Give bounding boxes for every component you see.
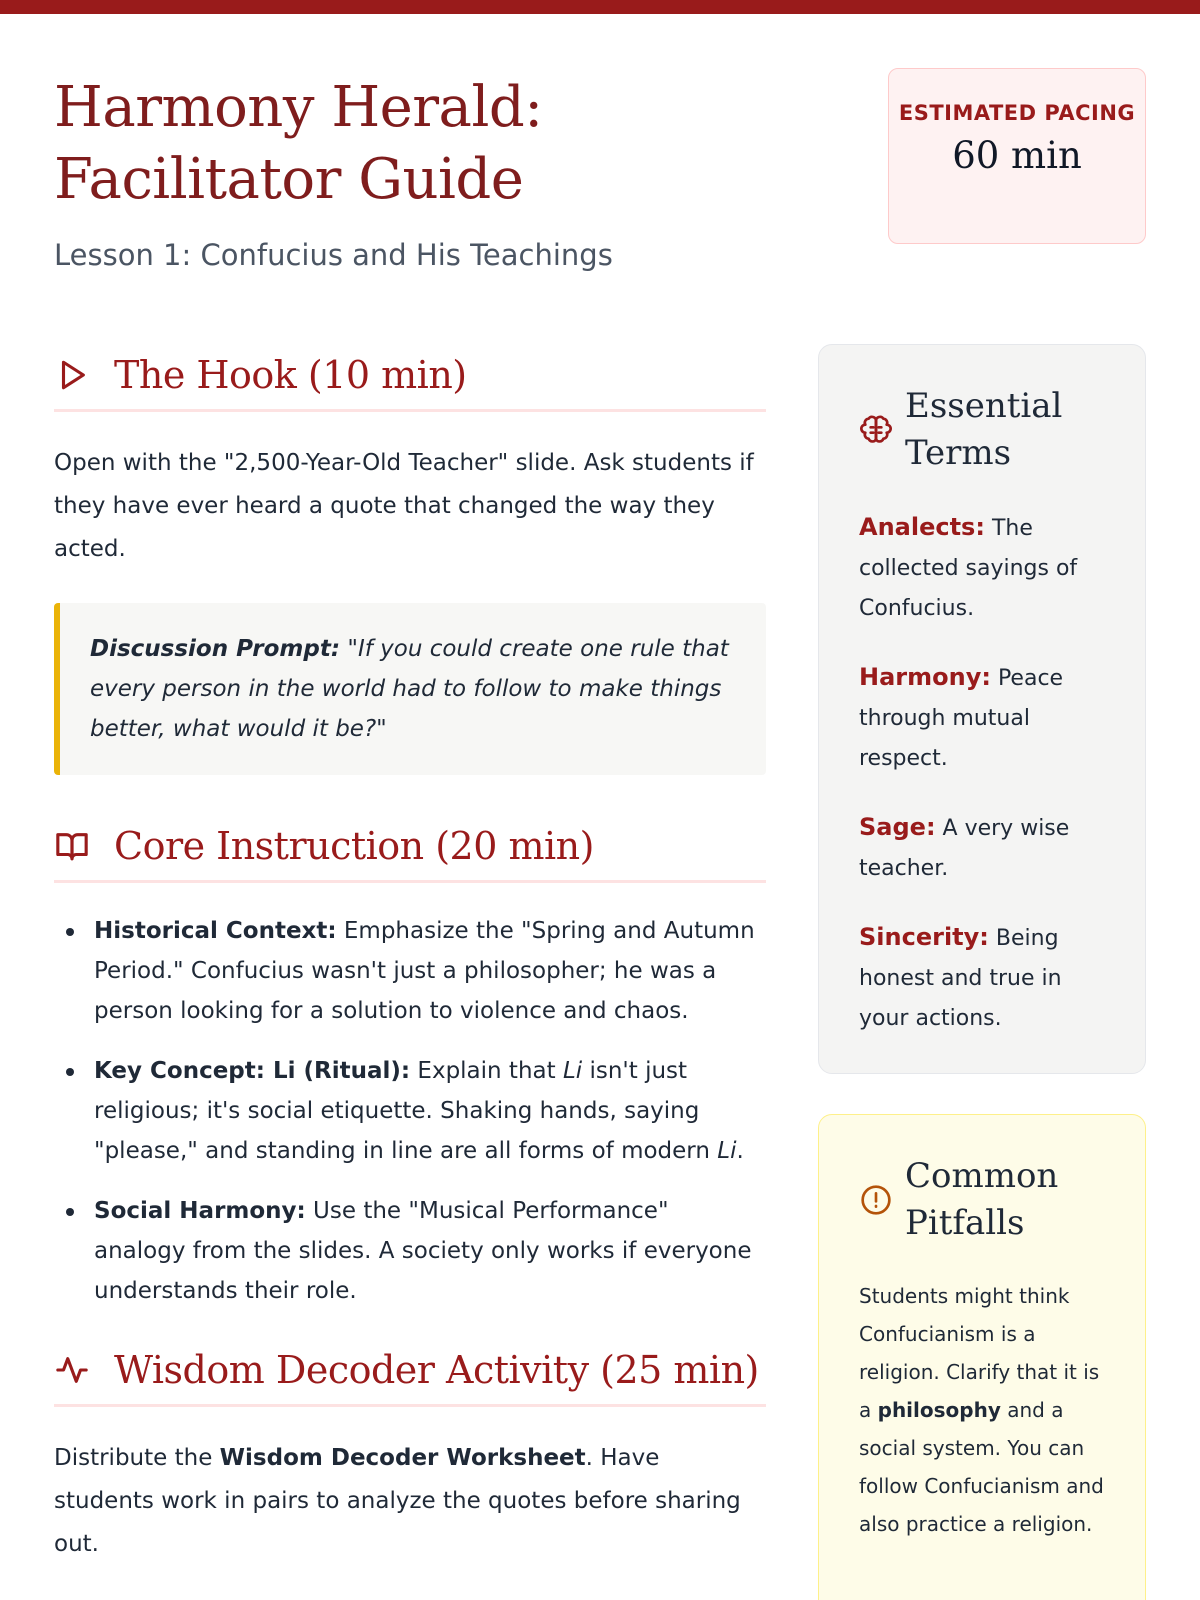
brain-icon <box>859 413 893 447</box>
list-item <box>54 911 766 1031</box>
term-entry <box>859 657 1107 779</box>
term-definition: Peace through mutual respect. <box>859 666 1064 771</box>
pitfall-text-part: Students might think Confucianism is a religion. Clarify that it is a <box>859 1284 1100 1422</box>
list-item-label: Key Concept: Li (Ritual): <box>94 1058 411 1084</box>
prompt-text: "If you could create one rule that every person in the world had to follow to make things better, what would it be?" <box>90 636 729 742</box>
alert-circle-icon <box>859 1183 893 1217</box>
pacing-label-text: ESTIMATED PACING <box>898 101 1136 125</box>
pitfalls-heading: Common Pitfalls <box>905 1156 1059 1243</box>
play-icon <box>54 357 90 393</box>
hook-heading: The Hook (10 min) <box>114 352 467 397</box>
list-item-emphasis: Li <box>562 1058 583 1084</box>
list-item-text: Use the "Musical Performance" analogy from the slides. A society only works if everyone understands their role. <box>94 1198 752 1304</box>
term-definition: Being honest and true in your actions. <box>859 926 1062 1031</box>
activity-icon <box>54 1352 90 1388</box>
core-section <box>54 811 766 1311</box>
page-title: Harmony Herald: Facilitator Guide <box>54 75 543 212</box>
terms-header <box>859 383 1107 477</box>
list-item-text: . <box>736 1138 744 1164</box>
list-item-label: Historical Context: <box>94 918 337 944</box>
term-definition: The collected sayings of Confucius. <box>859 516 1078 621</box>
list-item <box>54 1191 766 1311</box>
pacing-card <box>888 68 1146 244</box>
pacing-value: 60 min <box>952 134 1082 177</box>
list-item <box>54 1051 766 1171</box>
activity-text-part: . Have students work in pairs to analyze the quotes before sharing out. <box>54 1445 741 1557</box>
worksheet-name: Wisdom Decoder Worksheet <box>219 1445 586 1471</box>
term-name: Sage: <box>859 813 936 841</box>
common-pitfalls-card <box>818 1114 1146 1600</box>
activity-header <box>54 1335 766 1407</box>
pacing-label <box>889 96 1145 130</box>
activity-heading: Wisdom Decoder Activity (25 min) <box>114 1347 759 1392</box>
lesson-subtitle: Lesson 1: Confucius and His Teachings <box>54 238 613 272</box>
term-entry <box>859 917 1107 1039</box>
pitfalls-header <box>859 1153 1107 1247</box>
book-icon <box>54 828 90 864</box>
page-header <box>54 72 834 272</box>
prompt-label: Discussion Prompt: <box>90 636 341 662</box>
main-content <box>54 340 766 1566</box>
activity-section <box>54 1335 766 1566</box>
term-definition: A very wise teacher. <box>859 816 1070 881</box>
pitfall-emphasis: philosophy <box>877 1398 1001 1422</box>
activity-text-part: Distribute the <box>54 1445 220 1471</box>
essential-terms-card <box>818 344 1146 1074</box>
hook-intro: Open with the "2,500-Year-Old Teacher" slide. Ask students if they have ever heard a quote that changed the way they acted. <box>54 450 754 562</box>
list-item-text: Emphasize the "Spring and Autumn Period." Confucius wasn't just a philosopher; he was a person looking for a solution to violence and chaos. <box>94 918 755 1024</box>
core-heading: Core Instruction (20 min) <box>114 823 594 868</box>
term-name: Harmony: <box>859 663 991 691</box>
core-header <box>54 811 766 883</box>
hook-header <box>54 340 766 412</box>
hook-section <box>54 340 766 775</box>
term-name: Analects: <box>859 513 985 541</box>
terms-heading: Essential Terms <box>905 386 1063 473</box>
activity-text <box>54 1437 766 1566</box>
discussion-prompt <box>54 603 766 775</box>
term-entry <box>859 807 1107 889</box>
list-item-text: isn't just religious; it's social etiquette. Shaking hands, saying "please," and standing in line are all forms of modern <box>94 1058 718 1164</box>
top-accent-bar <box>0 0 1200 14</box>
list-item-label: Social Harmony: <box>94 1198 306 1224</box>
list-item-emphasis: Li <box>717 1138 737 1164</box>
pitfall-text-part: and a social system. You can follow Confucianism and also practice a religion. <box>859 1398 1104 1536</box>
core-list <box>54 911 766 1311</box>
pitfall-text <box>859 1277 1107 1543</box>
list-item-text: Explain that <box>410 1058 563 1084</box>
term-entry <box>859 507 1107 629</box>
term-name: Sincerity: <box>859 923 989 951</box>
